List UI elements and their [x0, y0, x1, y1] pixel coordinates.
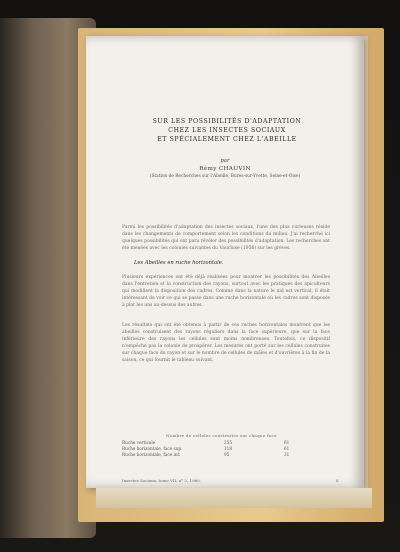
table-row — [122, 452, 332, 458]
document-page — [86, 36, 364, 488]
row-value: 61 — [284, 440, 290, 445]
title-line: SUR LES POSSIBILITÉS D'ADAPTATION — [152, 118, 302, 125]
journal-footer: Insectes Sociaux, tome VII, n° 2, 1960. — [122, 478, 201, 483]
page-number: 8 — [336, 478, 339, 483]
row-value: 118 — [224, 446, 232, 451]
title-line: CHEZ LES INSECTES SOCIAUX — [168, 126, 286, 134]
title-line: ET SPÉCIALEMENT CHEZ L'ABEILLE — [157, 135, 297, 143]
row-value: 95 — [224, 452, 230, 457]
table-header: Nombre de cellules construites sur chaque face — [166, 433, 277, 438]
author-affiliation: (Station de Recherches sur l'Abeille, Bures-sur-Yvette, Seine-et-Oise) — [149, 174, 301, 179]
row-value: 61 — [284, 446, 290, 451]
body-paragraph: Les résultats qui ont été obtenus à partir de ces ruches horizontales montrent que les abeilles construisent des rayons réguliers dans la face supérieure, que sur la face inférieure des rayons les cellules sont moins nombreuses. Toutefois, ce dispositif n'empêche pas la colonie de prospérer. Les mesures ont porté sur les cellules construites sur chaque face du rayon et sur le nombre de cellules de mâles et d'ouvrières à la fin de la saison, ce qui fournit le tableau suivant. — [122, 323, 330, 363]
page-right-edge — [364, 36, 368, 488]
row-value: 31 — [284, 452, 290, 457]
body-paragraph: Plusieurs expériences ont été déjà réalisées pour montrer les possibilités des Abeilles dans l'entretien et la construction des rayons, surtout avec les pratiques des apiculteurs qui modifient la disposition des cadres. Comme dans la nature le nid est vertical, il était intéressant de voir ce qui se passe dans une ruche horizontale où les cadres sont disposés à plat les uns au-dessus des autres. — [122, 275, 330, 308]
page-bottom-strip — [96, 488, 372, 508]
row-value: 255 — [224, 440, 232, 445]
row-label: Ruche horizontale, face sup. — [122, 446, 183, 451]
article-title — [120, 118, 334, 144]
by-label: par — [220, 158, 230, 164]
row-label: Ruche verticale — [122, 440, 156, 445]
intro-paragraph: Parmi les possibilités d'adaptation des insectes sociaux, l'une des plus curieuses réside dans les changements de comportement selon les conditions du milieu. J'ai recherché ici quelques possibilités qui ont paru révéler des possibilités d'adaptation. Les recherches ont été menées avec les colonies suivantes du Vaucluse (1956) sur les grèves. — [122, 225, 330, 251]
author-name: Rémy CHAUVIN — [199, 166, 251, 172]
section-heading: Les Abeilles en ruche horizontale. — [134, 260, 224, 266]
row-label: Ruche horizontale, face inf. — [122, 452, 181, 457]
